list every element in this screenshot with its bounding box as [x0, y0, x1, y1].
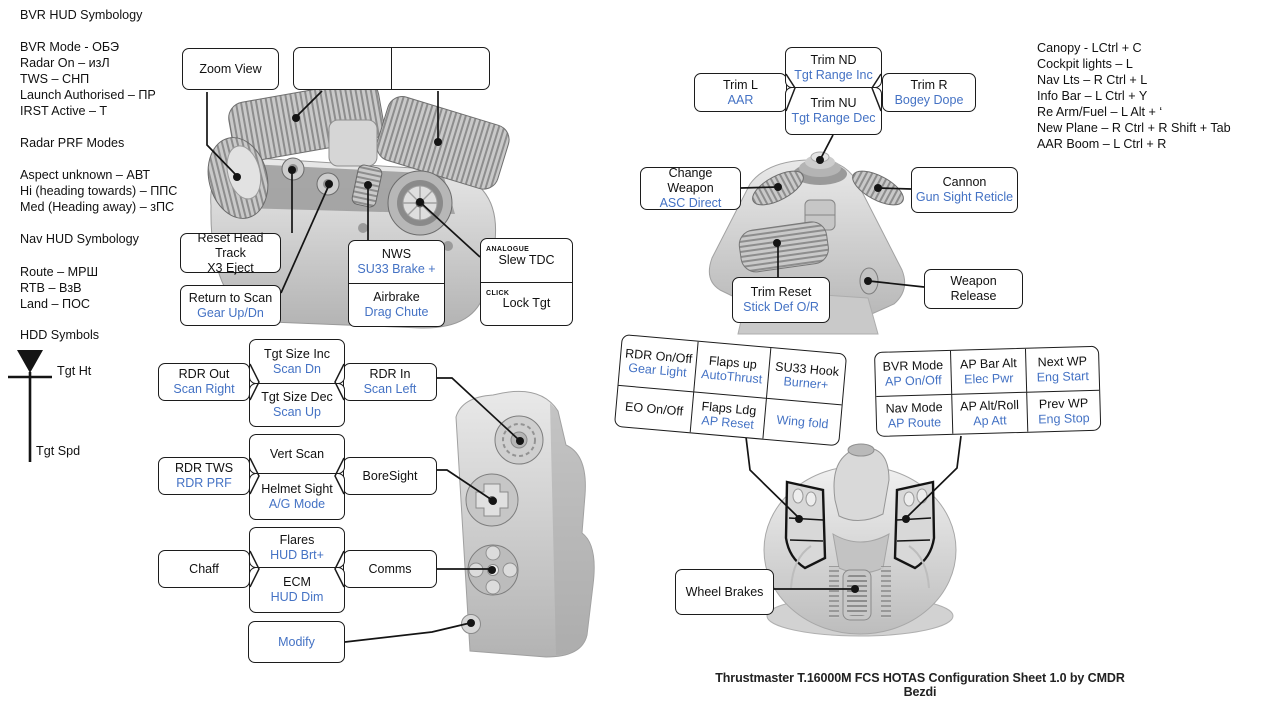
- hat-scan-left: RDR TWS RDR PRF: [158, 457, 250, 495]
- note-line: RTB – ВзВ: [20, 281, 82, 295]
- grid-cell: SU33 Hook Burner+: [766, 348, 846, 404]
- grid-cell: BVR Mode AP On/Off: [882, 358, 944, 389]
- label-tdc: [480, 238, 573, 326]
- note-line: Launch Authorised – ПР: [20, 88, 156, 102]
- label-weapon-release: Weapon Release: [924, 269, 1023, 309]
- note-line: Radar On – изЛ: [20, 56, 110, 70]
- grid-cell: Flaps Ldg AP Reset: [690, 391, 766, 438]
- grid-cell: EO On/Off: [615, 385, 693, 432]
- hat-radar-right: RDR In Scan Left: [343, 363, 437, 401]
- hat-cm-bottom: ECM HUD Dim: [249, 567, 345, 613]
- section-title-hdd-symbols: HDD Symbols: [20, 328, 100, 342]
- hat-scan-top: Vert Scan: [249, 434, 345, 474]
- label-slew-tdc: ANALOGUE Slew TDC: [486, 246, 555, 267]
- note-line: TWS – СНП: [20, 72, 90, 86]
- note-line: Land – ПОС: [20, 297, 90, 311]
- hdd-tgt-spd-label: Tgt Spd: [36, 444, 81, 458]
- label-wheel-brakes: Wheel Brakes: [675, 569, 774, 615]
- note-line: Re Arm/Fuel – L Alt + ‘: [1037, 105, 1163, 119]
- note-line: Aspect unknown – АВТ: [20, 168, 151, 182]
- hdd-tgt-ht-label: Tgt Ht: [57, 364, 92, 378]
- label-nws-airbrake: [348, 240, 445, 327]
- label-cannon: Cannon Gun Sight Reticle: [911, 167, 1018, 213]
- section-title-bvr-hud: BVR HUD Symbology: [20, 8, 143, 22]
- base-grid-left: [614, 334, 847, 446]
- keyboard-shortcut-notes: [1037, 40, 1231, 152]
- blank-cell-right: [391, 48, 489, 89]
- note-line: IRST Active – T: [20, 104, 108, 118]
- note-line: AAR Boom – L Ctrl + R: [1037, 137, 1167, 151]
- hat-radar-top: Tgt Size Inc Scan Dn: [249, 339, 345, 384]
- label-modify: Modify: [248, 621, 345, 663]
- blank-cell-left: [294, 48, 391, 89]
- hat-trim-right: Trim R Bogey Dope: [882, 73, 976, 112]
- note-line: Route – МРШ: [20, 265, 99, 279]
- hat-radar-left: RDR Out Scan Right: [158, 363, 250, 401]
- hat-cm-top: Flares HUD Brt+: [249, 527, 345, 568]
- note-line: Med (Heading away) – зПС: [20, 200, 175, 214]
- label-reset-head-track: Reset Head Track X3 Eject: [180, 233, 281, 273]
- grid-cell: Flaps up AutoThrust: [693, 342, 770, 398]
- grid-cell: AP Alt/Roll Ap Att: [951, 392, 1027, 434]
- hat-trim-left: Trim L AAR: [694, 73, 787, 112]
- note-line: New Plane – R Ctrl + R Shift + Tab: [1037, 121, 1231, 135]
- grid-cell: Nav Mode AP Route: [876, 394, 952, 436]
- hat-cm-left: Chaff: [158, 550, 250, 588]
- hat-trim-bottom: Trim NU Tgt Range Dec: [785, 87, 882, 135]
- grid-cell: RDR On/Off Gear Light: [624, 345, 693, 380]
- label-lock-tgt: CLICK Lock Tgt: [481, 282, 572, 326]
- base-grid-right: [874, 346, 1101, 437]
- sheet-title: Thrustmaster T.16000M FCS HOTAS Configuration Sheet 1.0 by CMDR Bezdi: [715, 671, 1125, 699]
- grid-cell: Prev WP Eng Stop: [1026, 390, 1100, 432]
- hat-trim-top: Trim ND Tgt Range Inc: [785, 47, 882, 88]
- section-title-nav-hud: Nav HUD Symbology: [20, 232, 139, 246]
- hat-scan-right: BoreSight: [343, 457, 437, 495]
- note-line: Nav Lts – R Ctrl + L: [1037, 73, 1148, 87]
- note-line: BVR Mode - ОБЭ: [20, 40, 120, 54]
- hat-cm-right: Comms: [343, 550, 437, 588]
- hat-radar-bottom: Tgt Size Dec Scan Up: [249, 383, 345, 427]
- grid-cell: Next WP Eng Start: [1025, 347, 1099, 392]
- hat-scan-bottom: Helmet Sight A/G Mode: [249, 473, 345, 520]
- label-nws: NWS SU33 Brake +: [357, 247, 436, 276]
- label-paddles-blank: [293, 47, 490, 90]
- grid-cell: AP Bar Alt Elec Pwr: [950, 349, 1026, 394]
- label-change-weapon: Change Weapon ASC Direct: [640, 167, 741, 210]
- label-trim-reset: Trim Reset Stick Def O/R: [732, 277, 830, 323]
- note-line: Info Bar – L Ctrl + Y: [1037, 89, 1148, 103]
- label-zoom-view: Zoom View: [182, 48, 279, 90]
- note-line: Canopy - LCtrl + C: [1037, 41, 1142, 55]
- label-return-to-scan: Return to Scan Gear Up/Dn: [180, 285, 281, 326]
- note-line: Cockpit lights – L: [1037, 57, 1133, 71]
- note-line: Hi (heading towards) – ППС: [20, 184, 178, 198]
- label-airbrake: Airbrake Drag Chute: [349, 283, 444, 326]
- grid-cell: Wing fold: [762, 398, 841, 445]
- section-title-radar-prf: Radar PRF Modes: [20, 136, 125, 150]
